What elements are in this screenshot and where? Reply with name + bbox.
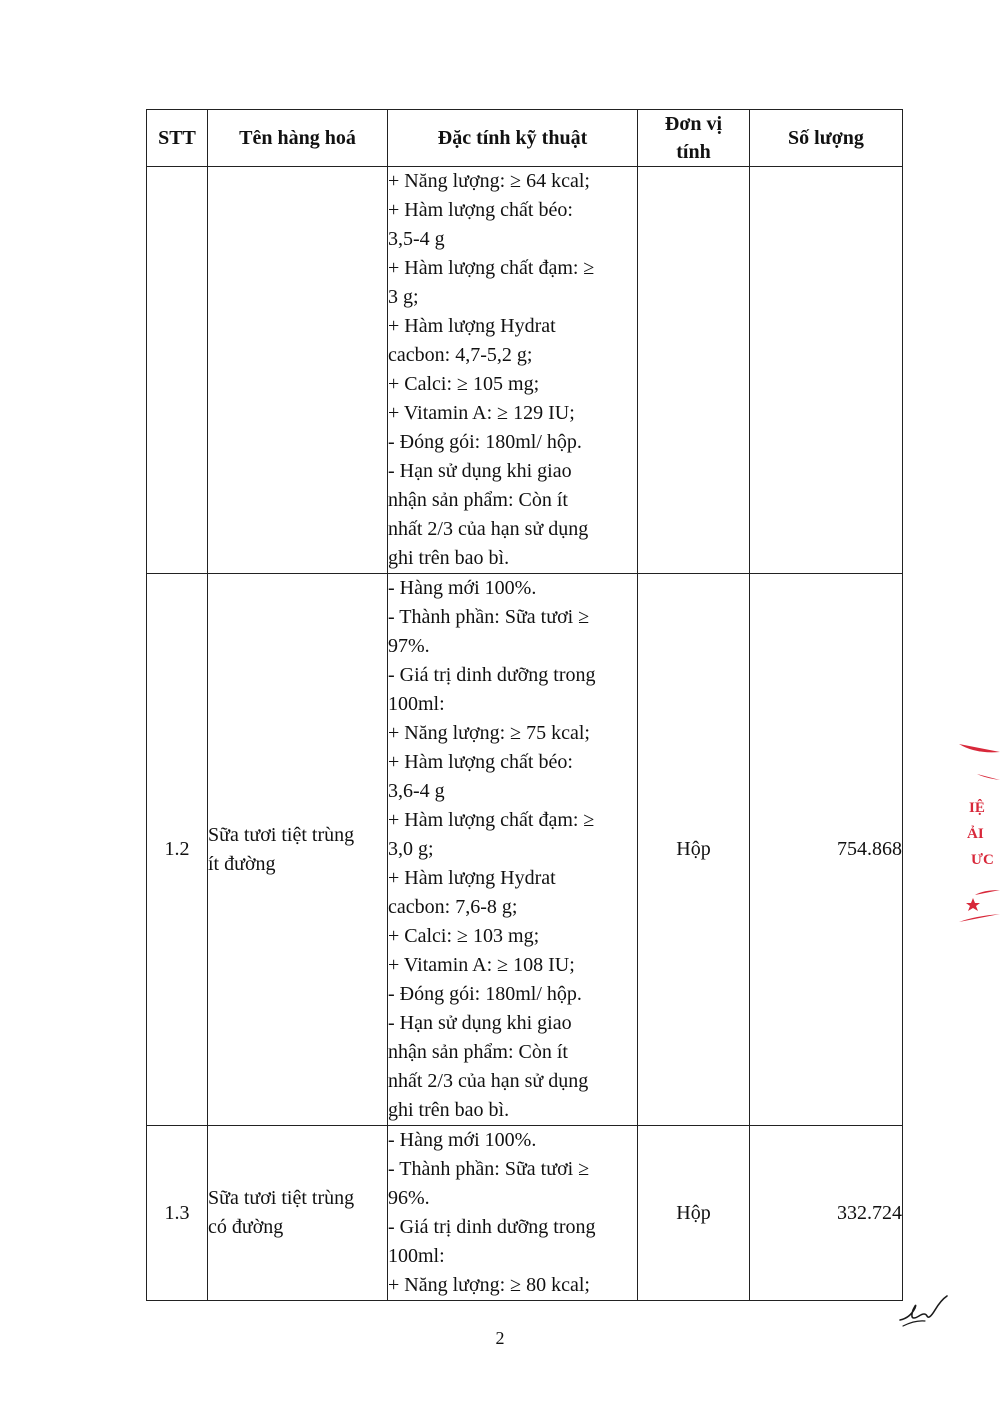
spec-line: - Hàng mới 100%.	[388, 577, 537, 599]
spec-line: cacbon: 7,6-8 g;	[388, 896, 518, 918]
cell-specification	[388, 574, 638, 1126]
spec-line: + Vitamin A: ≥ 129 IU;	[388, 402, 575, 424]
cell-stt	[147, 167, 208, 574]
spec-line: ghi trên bao bì.	[388, 547, 510, 569]
spec-line: 3,0 g;	[388, 838, 434, 860]
stamp-text-line: ƯC	[971, 852, 994, 868]
table-row	[147, 1126, 903, 1301]
spec-line: + Calci: ≥ 105 mg;	[388, 373, 540, 395]
stamp-text-line: IỆ	[969, 800, 985, 816]
spec-line: + Năng lượng: ≥ 80 kcal;	[388, 1274, 590, 1296]
header-name: Tên hàng hoá	[208, 110, 388, 167]
spec-line: 3 g;	[388, 286, 419, 308]
header-spec: Đặc tính kỹ thuật	[388, 110, 638, 167]
stamp-star-icon	[966, 898, 980, 911]
spec-line: + Vitamin A: ≥ 108 IU;	[388, 954, 575, 976]
signature-mark	[895, 1290, 950, 1330]
stamp-arc	[959, 744, 1000, 752]
spec-line: + Năng lượng: ≥ 64 kcal;	[388, 170, 590, 192]
page-number: 2	[495, 1328, 505, 1348]
spec-line: ghi trên bao bì.	[388, 1099, 510, 1121]
spec-line: - Hạn sử dụng khi giao	[388, 460, 572, 482]
spec-line: + Calci: ≥ 103 mg;	[388, 925, 540, 947]
product-name-line: ít đường	[208, 852, 276, 875]
cell-quantity: 332.724	[750, 1126, 903, 1301]
stamp-text	[967, 799, 994, 868]
cell-product-name	[208, 574, 388, 1126]
spec-line: - Thành phần: Sữa tươi ≥	[388, 1158, 590, 1180]
spec-line: + Hàm lượng chất béo:	[388, 751, 573, 773]
stamp-arc	[975, 890, 1000, 895]
spec-line: 3,6-4 g	[388, 780, 445, 802]
spec-line: 97%.	[388, 635, 430, 657]
spec-line: nhất 2/3 của hạn sử dụng	[388, 1070, 589, 1092]
table-row	[147, 167, 903, 574]
cell-quantity	[750, 167, 903, 574]
cell-specification	[388, 1126, 638, 1301]
cell-product-name	[208, 1126, 388, 1301]
spec-line: 100ml:	[388, 1245, 445, 1267]
spec-line: cacbon: 4,7-5,2 g;	[388, 344, 533, 366]
spec-line: + Hàm lượng Hydrat	[388, 867, 556, 889]
spec-line: + Hàm lượng chất béo:	[388, 199, 573, 221]
spec-line: 100ml:	[388, 693, 445, 715]
spec-line: - Thành phần: Sữa tươi ≥	[388, 606, 590, 628]
cell-stt: 1.3	[147, 1126, 208, 1301]
cell-product-name	[208, 167, 388, 574]
table-row	[147, 574, 903, 1126]
spec-line: - Đóng gói: 180ml/ hộp.	[388, 983, 582, 1005]
spec-line: - Đóng gói: 180ml/ hộp.	[388, 431, 582, 453]
header-unit-line: tính	[676, 141, 711, 163]
stamp-arc	[977, 774, 1000, 780]
header-unit-line: Đơn vị	[664, 113, 723, 135]
spec-line: nhất 2/3 của hạn sử dụng	[388, 518, 589, 540]
spec-line: + Hàm lượng chất đạm: ≥	[388, 809, 595, 831]
stamp-arc	[959, 914, 1000, 922]
table-header-row	[147, 110, 903, 167]
stamp-text-line: ẢI	[967, 826, 984, 842]
product-name-line: Sữa tươi tiệt trùng	[208, 823, 355, 846]
spec-line: + Hàm lượng chất đạm: ≥	[388, 257, 595, 279]
goods-spec-table	[146, 109, 903, 1301]
spec-line: 3,5-4 g	[388, 228, 445, 250]
product-name-line: Sữa tươi tiệt trùng	[208, 1187, 355, 1209]
spec-line: nhận sản phẩm: Còn ít	[388, 489, 568, 511]
header-qty: Số lượng	[750, 110, 903, 167]
cell-stt: 1.2	[147, 574, 208, 1126]
product-name-line: có đường	[208, 1216, 284, 1238]
spec-line: + Năng lượng: ≥ 75 kcal;	[388, 722, 590, 744]
cell-specification	[388, 167, 638, 574]
spec-line: nhận sản phẩm: Còn ít	[388, 1041, 568, 1063]
spec-line: - Giá trị dinh dưỡng trong	[388, 1216, 596, 1238]
spec-line: + Hàm lượng Hydrat	[388, 315, 556, 337]
cell-quantity: 754.868	[750, 574, 903, 1126]
spec-line: 96%.	[388, 1187, 430, 1209]
header-unit	[638, 110, 750, 167]
spec-line: - Hàng mới 100%.	[388, 1129, 537, 1151]
spec-line: - Giá trị dinh dưỡng trong	[388, 664, 596, 686]
cell-unit	[638, 167, 750, 574]
header-stt: STT	[147, 110, 208, 167]
spec-line: - Hạn sử dụng khi giao	[388, 1012, 572, 1034]
cell-unit: Hộp	[638, 1126, 750, 1301]
red-stamp-fragment	[955, 740, 1000, 930]
cell-unit: Hộp	[638, 574, 750, 1126]
